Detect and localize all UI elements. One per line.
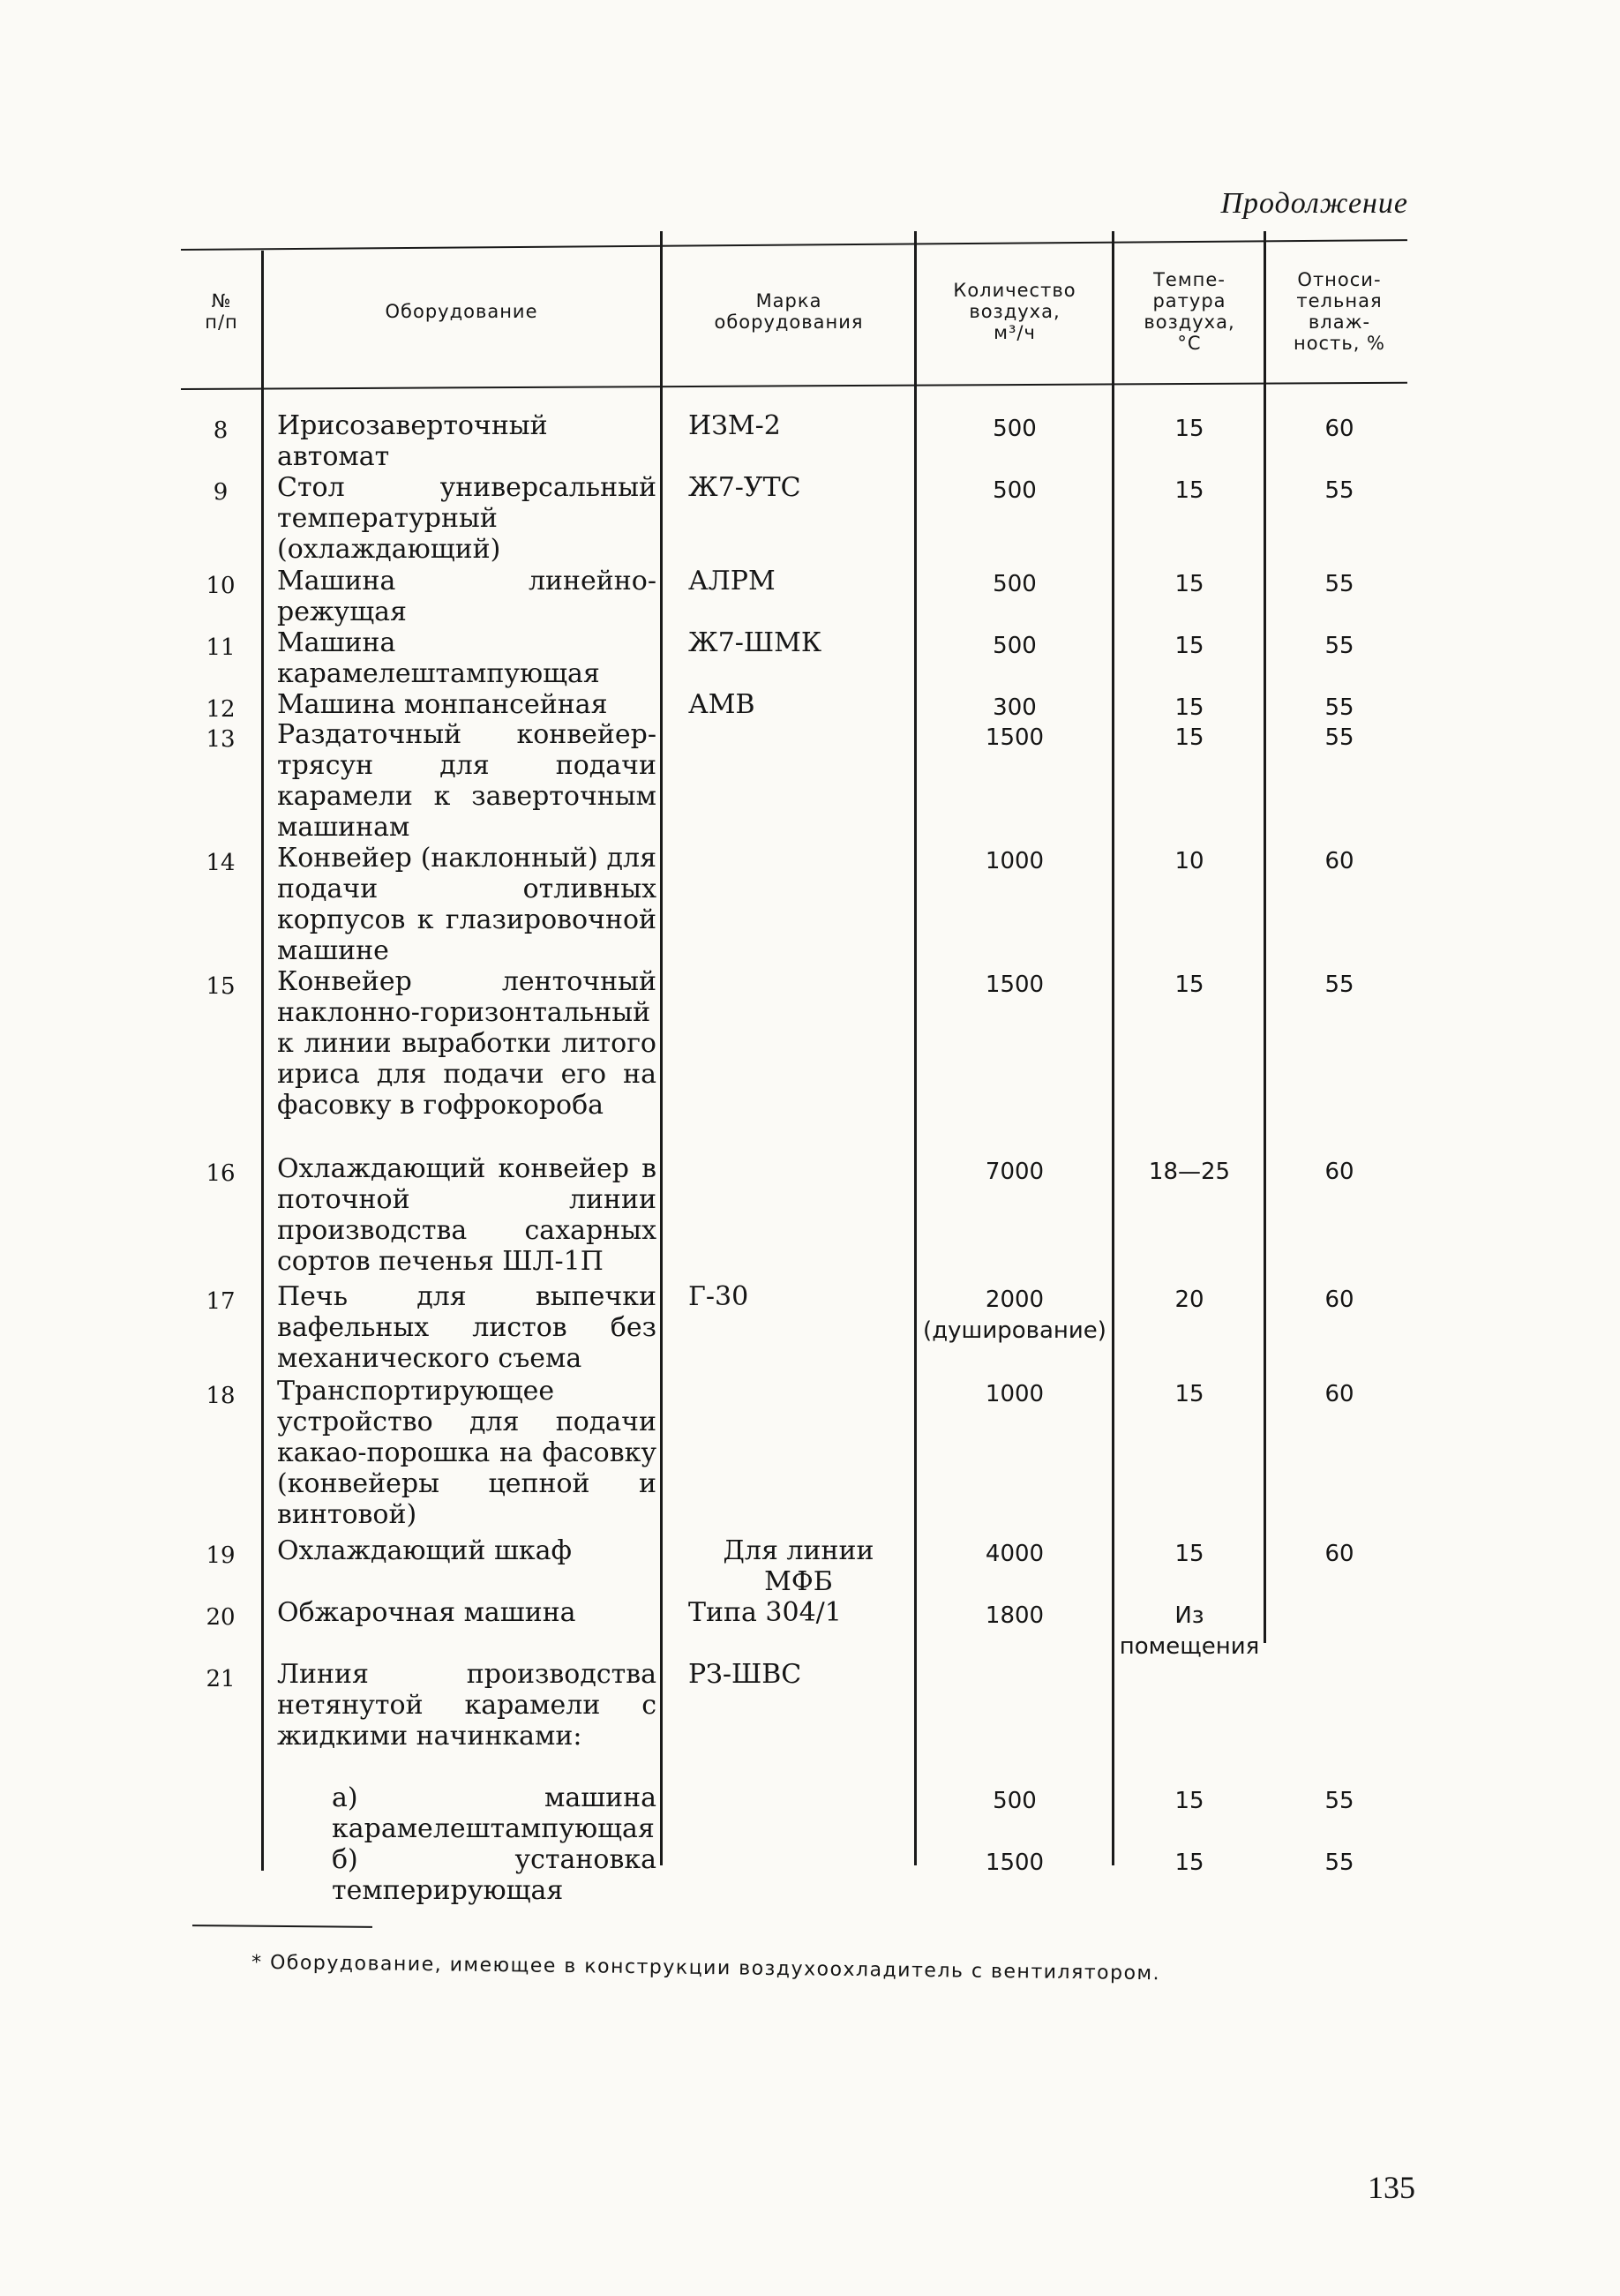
row-number: 13: [206, 726, 236, 753]
mark-cell: АМВ: [688, 689, 755, 720]
air-quantity-cell: 300: [993, 694, 1037, 721]
equipment-cell: Обжарочная машина: [277, 1597, 576, 1628]
air-quantity-cell: 1000: [985, 848, 1045, 874]
row-number: 18: [206, 1383, 236, 1409]
temperature-cell: 10: [1174, 848, 1204, 874]
equipment-cell: Охлаждающий конвейер в поточной линии производства сахарных сортов печенья ШЛ-1П: [277, 1153, 656, 1277]
equipment-cell: Машина монпансейная: [277, 689, 608, 720]
row-number: 20: [206, 1604, 236, 1631]
equipment-cell: Охлаждающий шкаф: [277, 1535, 572, 1566]
row-number: 9: [213, 479, 229, 506]
temperature-cell: 15: [1174, 1850, 1204, 1876]
header-equipment: Оборудование: [385, 301, 538, 322]
temperature-cell: 15: [1174, 724, 1204, 751]
mark-cell: Ж7-ШМК: [688, 627, 822, 658]
equipment-cell: Печь для выпечки вафельных листов без механического съема: [277, 1281, 656, 1374]
humidity-cell: 55: [1324, 1788, 1354, 1814]
header-temperature: Темпе- ратура воздуха, °С: [1144, 269, 1235, 354]
humidity-cell: 55: [1324, 571, 1354, 597]
temperature-cell: 15: [1174, 694, 1204, 721]
temperature-cell: 15: [1174, 416, 1204, 442]
row-number: 16: [206, 1160, 236, 1187]
temperature-cell: 15: [1174, 1381, 1204, 1407]
header-mark: Марка оборудования: [714, 290, 864, 333]
equipment-cell: Линия производства нетянутой карамели с жидкими начинками:: [277, 1659, 656, 1752]
humidity-cell: 55: [1324, 477, 1354, 504]
row-number: 8: [213, 417, 229, 444]
equipment-cell: Конвейер (наклонный) для подачи отливных корпусов к глазировочной машине: [277, 843, 656, 966]
header-humidity: Относи- тельная влаж- ность, %: [1293, 269, 1386, 354]
row-number: 10: [206, 573, 236, 599]
temperature-cell: 15: [1174, 571, 1204, 597]
temperature-cell: 15: [1174, 1788, 1204, 1814]
equipment-cell: Ирисозаверточный автомат: [277, 410, 548, 472]
temperature-cell: 15: [1174, 1541, 1204, 1567]
mark-cell: Для линии МФБ: [723, 1535, 874, 1597]
humidity-cell: 60: [1324, 1159, 1354, 1185]
air-quantity-cell: 2000 (душирование): [923, 1287, 1106, 1344]
row-number: 11: [206, 634, 236, 661]
air-quantity-cell: 1800: [985, 1602, 1045, 1629]
air-quantity-cell: 1500: [985, 972, 1045, 998]
humidity-cell: 55: [1324, 633, 1354, 659]
humidity-cell: 60: [1324, 1541, 1354, 1567]
equipment-cell: Транспортирующее устройство для подачи какао-порошка на фасовку (конвейеры цепной и винтовой): [277, 1376, 656, 1530]
row-number: 17: [206, 1288, 236, 1315]
humidity-cell: 55: [1324, 694, 1354, 721]
header-num: № п/п: [205, 290, 238, 333]
mark-cell: РЗ-ШВС: [688, 1659, 802, 1690]
air-quantity-cell: 500: [993, 477, 1037, 504]
air-quantity-cell: 500: [993, 1788, 1037, 1814]
row-number: 21: [206, 1666, 236, 1692]
temperature-cell: 15: [1174, 972, 1204, 998]
temperature-cell: 15: [1174, 477, 1204, 504]
page-number: 135: [1368, 2170, 1415, 2205]
mark-cell: Типа 304/1: [688, 1597, 842, 1628]
equipment-cell: б) установка темперирующая: [332, 1844, 656, 1906]
equipment-cell: Машина карамелештампующая: [277, 627, 600, 689]
mark-cell: ИЗМ-2: [688, 410, 781, 441]
continuation-label: Продолжение: [1220, 187, 1408, 220]
temperature-cell: 20: [1174, 1287, 1204, 1313]
row-number: 15: [206, 973, 236, 1000]
air-quantity-cell: 1500: [985, 724, 1045, 751]
temperature-cell: 15: [1174, 633, 1204, 659]
humidity-cell: 60: [1324, 1381, 1354, 1407]
temperature-cell: Из помещения: [1119, 1602, 1260, 1660]
air-quantity-cell: 500: [993, 633, 1037, 659]
air-quantity-cell: 7000: [985, 1159, 1045, 1185]
air-quantity-cell: 4000: [985, 1541, 1045, 1567]
humidity-cell: 55: [1324, 972, 1354, 998]
header-air-quantity: Количество воздуха, м³/ч: [953, 280, 1076, 343]
mark-cell: АЛРМ: [688, 566, 776, 597]
air-quantity-cell: 1500: [985, 1850, 1045, 1876]
temperature-cell: 18—25: [1148, 1159, 1231, 1185]
footnote: * Оборудование, имеющее в конструкции воздухоохладитель с вентилятором.: [251, 1951, 1161, 1985]
air-quantity-cell: 1000: [985, 1381, 1045, 1407]
humidity-cell: 60: [1324, 848, 1354, 874]
humidity-cell: 55: [1324, 724, 1354, 751]
equipment-cell: Раздаточный конвейер-трясун для подачи карамели к заверточным машинам: [277, 719, 656, 843]
humidity-cell: 60: [1324, 416, 1354, 442]
row-number: 14: [206, 850, 236, 876]
humidity-cell: 60: [1324, 1287, 1354, 1313]
row-number: 19: [206, 1542, 236, 1569]
humidity-cell: 55: [1324, 1850, 1354, 1876]
mark-cell: Г-30: [688, 1281, 749, 1312]
equipment-cell: Стол универсальный температурный (охлаждающий): [277, 472, 656, 565]
air-quantity-cell: 500: [993, 571, 1037, 597]
equipment-cell: Конвейер ленточный наклонно-горизонтальный к линии выработки литого ириса для подачи его на фасовку в гофрокороба: [277, 966, 656, 1121]
equipment-cell: а) машина карамелештампующая: [332, 1782, 656, 1844]
equipment-cell: Машина линейно-режущая: [277, 566, 656, 627]
mark-cell: Ж7-УТС: [688, 472, 801, 503]
air-quantity-cell: 500: [993, 416, 1037, 442]
row-number: 12: [206, 696, 236, 723]
